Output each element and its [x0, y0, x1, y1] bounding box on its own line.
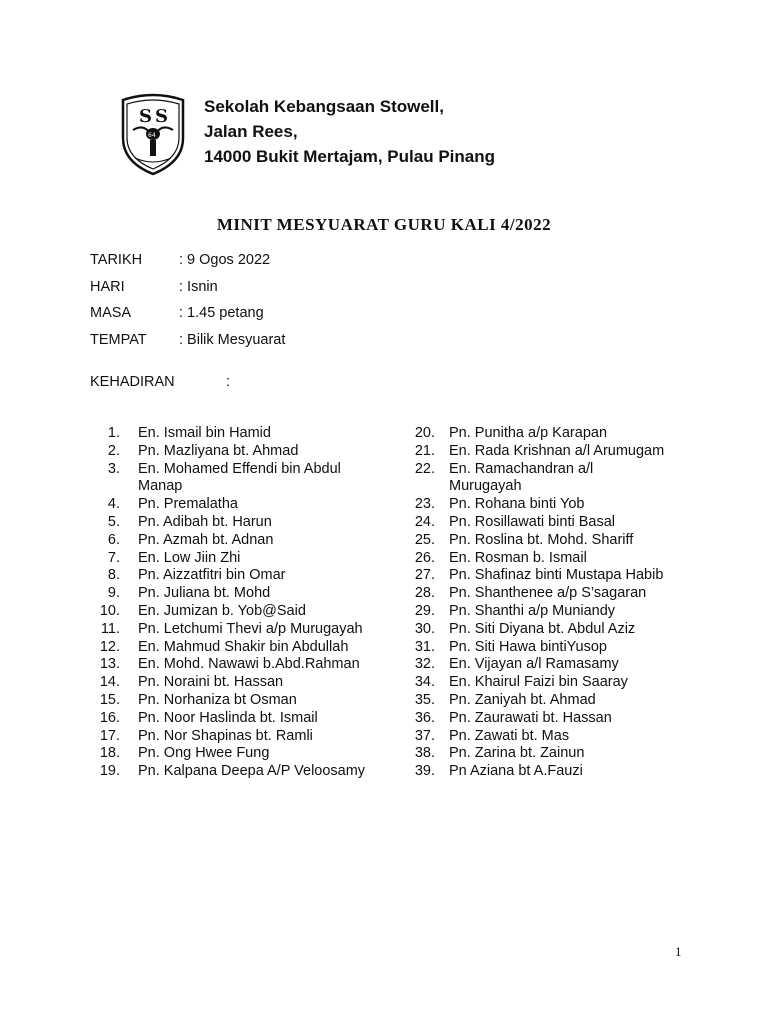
- attendee-name: En. Mahmud Shakir bin Abdullah: [138, 638, 349, 655]
- attendee-name-block: [435, 639, 690, 657]
- school-street: Jalan Rees,: [204, 122, 298, 141]
- attendee-name: En. Ramachandran a/l: [449, 460, 594, 477]
- detail-label: TARIKH: [90, 252, 143, 268]
- attendee-number: 5.: [107, 513, 120, 530]
- attendee-item: [90, 514, 390, 532]
- attendance-heading: [90, 374, 230, 390]
- attendee-number: 6.: [107, 531, 120, 548]
- attendee-number: 39.: [414, 763, 435, 780]
- attendee-item: [400, 532, 690, 550]
- attendee-name-block: [120, 425, 390, 443]
- attendee-number: 32.: [414, 656, 435, 673]
- attendee-name-block: [120, 443, 390, 461]
- attendee-name-block: [435, 585, 690, 603]
- attendance-label: KEHADIRAN: [90, 374, 175, 390]
- attendee-name-block: [435, 728, 690, 746]
- detail-label: MASA: [90, 305, 132, 321]
- attendee-name-continued: Manap: [138, 478, 183, 495]
- attendee-list-left: [90, 425, 390, 781]
- attendee-name-block: [435, 461, 690, 497]
- attendee-name-block: [120, 514, 390, 532]
- school-city: 14000 Bukit Mertajam, Pulau Pinang: [204, 147, 495, 166]
- attendee-name: Pn. Noor Haslinda bt. Ismail: [138, 709, 318, 726]
- attendee-item: [400, 745, 690, 763]
- detail-row-time: [90, 305, 285, 332]
- attendee-name: Pn. Punitha a/p Karapan: [449, 425, 608, 441]
- attendee-item: [400, 514, 690, 532]
- school-crest-logo: [117, 92, 189, 178]
- attendee-number: 14.: [99, 674, 120, 691]
- attendee-number: 24.: [414, 513, 435, 530]
- attendee-item: [90, 585, 390, 603]
- attendee-number: 34.: [414, 674, 435, 691]
- attendee-name-block: [120, 710, 390, 728]
- attendee-number: 23.: [414, 496, 435, 513]
- attendee-item: [90, 674, 390, 692]
- attendee-number: 37.: [414, 727, 435, 744]
- attendee-number: 18.: [99, 745, 120, 762]
- attendee-name-block: [435, 674, 690, 692]
- attendee-item: [90, 443, 390, 461]
- attendee-item: [400, 692, 690, 710]
- attendee-name: Pn. Noraini bt. Hassan: [138, 674, 284, 691]
- attendee-item: [400, 567, 690, 585]
- svg-text:S: S: [155, 106, 168, 127]
- attendee-name-continued: Murugayah: [449, 478, 522, 495]
- attendee-name-block: [120, 745, 390, 763]
- attendee-number: 30.: [414, 620, 435, 637]
- attendee-name-block: [435, 514, 690, 532]
- attendee-item: [400, 425, 690, 443]
- attendee-item: [400, 710, 690, 728]
- attendee-number: 38.: [414, 745, 435, 762]
- attendee-item: [90, 745, 390, 763]
- attendee-number: 17.: [99, 727, 120, 744]
- svg-text:64: 64: [148, 132, 156, 139]
- attendee-name-block: [435, 425, 690, 443]
- attendee-item: [90, 425, 390, 443]
- attendee-name-block: [120, 674, 390, 692]
- attendee-item: [90, 692, 390, 710]
- attendee-item: [90, 496, 390, 514]
- attendee-number: 27.: [414, 567, 435, 584]
- attendee-name: En. Low Jiin Zhi: [138, 549, 241, 566]
- attendee-number: 3.: [107, 460, 120, 477]
- attendee-name-block: [120, 567, 390, 585]
- attendee-number: 21.: [414, 442, 435, 459]
- attendee-name-block: [435, 745, 690, 763]
- attendee-name: En. Ismail bin Hamid: [138, 425, 271, 441]
- attendee-name: Pn. Rohana binti Yob: [449, 496, 585, 513]
- attendee-name-block: [120, 656, 390, 674]
- attendee-number: 29.: [414, 602, 435, 619]
- attendee-number: 13.: [99, 656, 120, 673]
- svg-text:S: S: [139, 106, 152, 127]
- attendee-name: Pn. Zawati bt. Mas: [449, 727, 570, 744]
- attendee-item: [90, 763, 390, 781]
- attendee-item: [400, 656, 690, 674]
- attendee-name-block: [435, 763, 690, 781]
- detail-value: : Bilik Mesyuarat: [179, 331, 286, 348]
- attendee-name-block: [435, 621, 690, 639]
- attendee-number: 1.: [107, 425, 120, 441]
- attendee-item: [90, 603, 390, 621]
- attendee-name: En. Vijayan a/l Ramasamy: [449, 656, 619, 673]
- detail-value: : Isnin: [179, 278, 218, 295]
- attendee-name: Pn. Premalatha: [138, 496, 238, 513]
- attendee-item: [90, 567, 390, 585]
- attendee-name: Pn. Mazliyana bt. Ahmad: [138, 442, 299, 459]
- attendee-name: En. Mohamed Effendi bin Abdul: [138, 460, 341, 477]
- attendee-item: [90, 639, 390, 657]
- attendee-name: Pn. Ong Hwee Fung: [138, 745, 270, 762]
- attendee-name: En. Jumizan b. Yob@Said: [138, 602, 306, 619]
- attendee-name-block: [435, 550, 690, 568]
- attendee-item: [400, 443, 690, 461]
- attendee-name: Pn. Zaniyah bt. Ahmad: [449, 691, 596, 708]
- detail-row-date: [90, 252, 285, 279]
- attendee-name: Pn. Juliana bt. Mohd: [138, 585, 271, 602]
- attendee-number: 20.: [414, 425, 435, 441]
- attendee-name-block: [120, 585, 390, 603]
- attendee-number: 19.: [99, 763, 120, 780]
- attendee-name-block: [120, 532, 390, 550]
- attendee-item: [400, 728, 690, 746]
- document-title: MINIT MESYUARAT GURU KALI 4/2022: [216, 215, 552, 234]
- detail-row-day: [90, 279, 285, 306]
- attendee-name-block: [120, 763, 390, 781]
- attendee-number: 35.: [414, 691, 435, 708]
- detail-value: : 1.45 petang: [179, 305, 264, 321]
- attendee-name-block: [435, 443, 690, 461]
- attendee-number: 8.: [107, 567, 120, 584]
- attendee-item: [400, 674, 690, 692]
- attendee-name-block: [435, 656, 690, 674]
- attendee-name-block: [435, 496, 690, 514]
- attendee-name: Pn. Azmah bt. Adnan: [138, 531, 274, 548]
- attendee-number: 7.: [107, 549, 120, 566]
- attendee-name-block: [435, 710, 690, 728]
- attendee-item: [400, 603, 690, 621]
- page-number: 1: [675, 944, 682, 959]
- attendee-item: [400, 639, 690, 657]
- attendee-name: Pn. Zarina bt. Zainun: [449, 745, 585, 762]
- attendee-item: [400, 550, 690, 568]
- attendee-number: 4.: [107, 496, 120, 513]
- attendee-item: [90, 728, 390, 746]
- attendee-item: [90, 656, 390, 674]
- attendee-name: Pn. Nor Shapinas bt. Ramli: [138, 727, 313, 744]
- meeting-details: [90, 252, 285, 358]
- attendee-name: En. Khairul Faizi bin Saaray: [449, 674, 628, 691]
- attendee-number: 10.: [99, 602, 120, 619]
- attendee-name: Pn. Siti Hawa bintiYusop: [449, 638, 607, 655]
- attendee-number: 25.: [414, 531, 435, 548]
- attendee-number: 22.: [414, 460, 435, 477]
- attendee-number: 28.: [414, 585, 435, 602]
- attendee-number: 9.: [107, 585, 120, 602]
- attendee-name-block: [120, 639, 390, 657]
- attendee-name: Pn. Shanthenee a/p S’sagaran: [449, 585, 647, 602]
- attendee-name-block: [120, 550, 390, 568]
- school-name: Sekolah Kebangsaan Stowell,: [204, 97, 444, 116]
- attendee-name: Pn. Norhaniza bt Osman: [138, 691, 297, 708]
- attendee-name: Pn. Shanthi a/p Muniandy: [449, 602, 616, 619]
- attendee-name: Pn. Siti Diyana bt. Abdul Aziz: [449, 620, 636, 637]
- attendee-name-block: [120, 496, 390, 514]
- attendee-number: 11.: [100, 620, 120, 637]
- attendee-item: [400, 461, 690, 497]
- attendee-name-block: [435, 567, 690, 585]
- attendee-number: 12.: [99, 638, 120, 655]
- attendee-item: [90, 710, 390, 728]
- attendee-number: 26.: [414, 549, 435, 566]
- attendee-name: Pn. Letchumi Thevi a/p Murugayah: [138, 620, 363, 637]
- attendee-number: 16.: [99, 709, 120, 726]
- attendee-name-block: [120, 728, 390, 746]
- detail-label: TEMPAT: [90, 331, 147, 348]
- attendee-name: Pn. Rosillawati binti Basal: [449, 513, 616, 530]
- attendee-item: [400, 585, 690, 603]
- attendee-name-block: [120, 692, 390, 710]
- detail-label: HARI: [90, 278, 125, 295]
- attendee-name: Pn. Roslina bt. Mohd. Shariff: [449, 531, 634, 548]
- school-address: [204, 94, 495, 169]
- attendee-name-block: [120, 621, 390, 639]
- attendee-item: [90, 532, 390, 550]
- attendee-name: En. Rada Krishnan a/l Arumugam: [449, 442, 665, 459]
- attendee-item: [400, 496, 690, 514]
- attendee-item: [400, 621, 690, 639]
- attendee-name: Pn. Zaurawati bt. Hassan: [449, 709, 612, 726]
- attendee-item: [90, 550, 390, 568]
- attendee-number: 15.: [99, 691, 120, 708]
- attendance-colon: :: [226, 374, 231, 390]
- attendee-name-block: [435, 532, 690, 550]
- attendee-number: 2.: [107, 442, 120, 459]
- attendee-list-right: [400, 425, 690, 781]
- attendee-name: En. Rosman b. Ismail: [449, 549, 587, 566]
- attendee-name: Pn. Adibah bt. Harun: [138, 513, 272, 530]
- detail-row-place: [90, 332, 285, 359]
- attendee-name: Pn. Aizzatfitri bin Omar: [138, 567, 286, 584]
- attendee-name: En. Mohd. Nawawi b.Abd.Rahman: [138, 656, 360, 673]
- attendee-name: Pn. Shafinaz binti Mustapa Habib: [449, 567, 664, 584]
- attendee-name: Pn. Kalpana Deepa A/P Veloosamy: [138, 763, 366, 780]
- detail-value: : 9 Ogos 2022: [179, 252, 271, 268]
- attendee-name-block: [120, 603, 390, 621]
- attendee-item: [400, 763, 690, 781]
- attendee-name-block: [435, 692, 690, 710]
- attendee-name-block: [435, 603, 690, 621]
- attendee-name-block: [120, 461, 390, 497]
- attendee-name: Pn Aziana bt A.Fauzi: [449, 763, 583, 780]
- attendee-number: 36.: [414, 709, 435, 726]
- attendee-number: 31.: [414, 638, 435, 655]
- attendee-item: [90, 621, 390, 639]
- attendee-item: [90, 461, 390, 497]
